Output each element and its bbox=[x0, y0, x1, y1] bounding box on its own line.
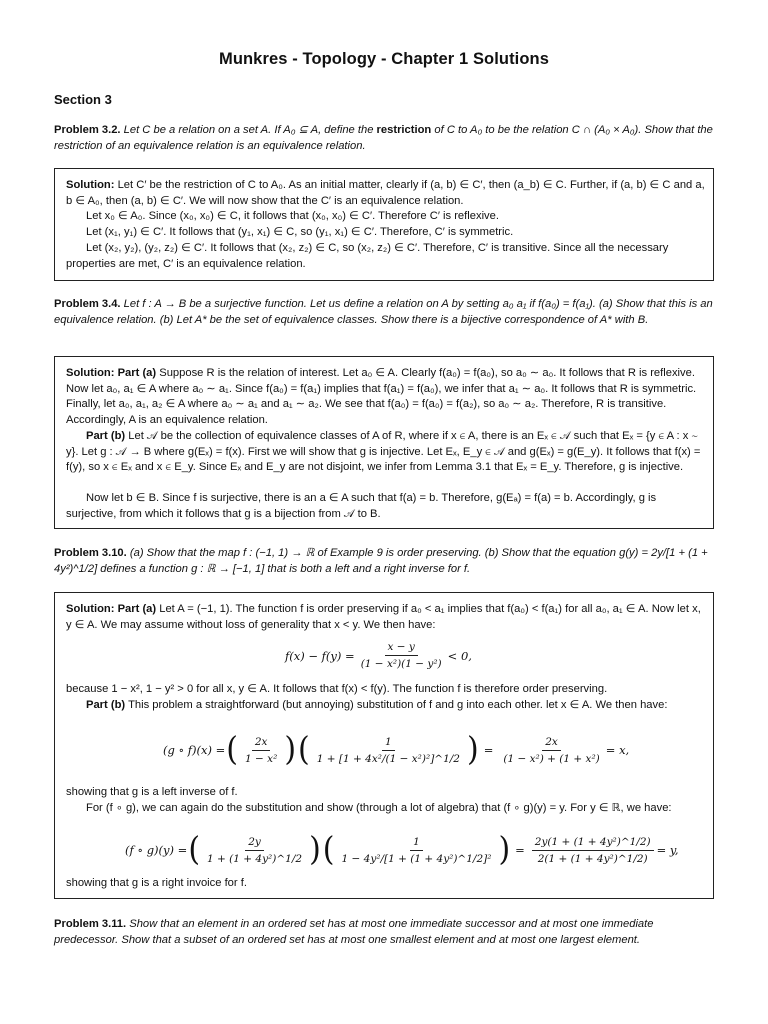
fraction bbox=[339, 836, 495, 865]
solution-box-3-10 bbox=[54, 592, 714, 899]
fraction-denominator: 1 − 4y²/[1 + (1 + 4y²)^1/2]² bbox=[341, 852, 492, 865]
fraction bbox=[532, 836, 654, 865]
problem-text: Show that an element in an ordered set has at most one immediate successor and at most one immediate predecessor. Show that a subset of an ordered set has at most one smallest element and at most one largest element. bbox=[54, 918, 654, 946]
fraction-numerator: 2x bbox=[252, 736, 271, 751]
solution-text: Let 𝒜 be the collection of equivalence classes of A of R, where if x ∈ A, there is an Eₓ ∈ 𝒜 such that Eₓ = {y ∈ A : x ∼ y}. Let g : 𝒜 → B where g(Eₓ) = f(x). First we will show that g is injective. Let Eₓ, E_y ∈ 𝒜 and g(Eₓ) = g(E_y). It follows that f(x) = f(y), so x ∈ Eₓ and x ∈ E_y. Since Eₓ and E_y are not disjoint, we infer from Lemma 3.1 that Eₓ = E_y. Therefore, g is injective. bbox=[66, 430, 701, 474]
solution-paragraph: because 1 − x², 1 − y² > 0 for all x, y ∈ A. It follows that f(x) < f(y). The function f is therefore order preserving. bbox=[66, 683, 608, 695]
right-paren: ) bbox=[466, 730, 479, 769]
right-paren: ) bbox=[309, 830, 321, 869]
equation-right-inverse bbox=[125, 830, 679, 869]
fraction bbox=[242, 736, 280, 765]
problem-text: (a) Show that the map f : (−1, 1) → ℝ of Example 9 is order preserving. (b) Show that the equation g(y) = 2y/[1 + (1 + 4y²)^1/2] defines a function g : ℝ → [−1, 1] that is both a left and a right inverse for f. bbox=[54, 547, 708, 575]
problem-text: Let C be a relation on a set A. If A₀ ⊆ A, define the bbox=[123, 124, 374, 136]
document-title: Munkres - Topology - Chapter 1 Solutions bbox=[218, 50, 550, 68]
fraction-numerator: x − y bbox=[385, 641, 418, 656]
part-label: Part (b) bbox=[86, 430, 126, 442]
fraction-denominator: (1 − x²)(1 − y²) bbox=[360, 658, 442, 670]
problem-bold-term: restriction bbox=[376, 124, 432, 136]
fraction-numerator: 2y(1 + (1 + 4y²)^1/2) bbox=[532, 836, 654, 851]
problem-label: Problem 3.4. bbox=[54, 298, 121, 310]
equation-left-inverse bbox=[163, 730, 630, 769]
equation-rhs: = x, bbox=[605, 743, 630, 757]
left-paren: ( bbox=[298, 730, 310, 769]
problem-3-2-statement bbox=[54, 122, 716, 154]
problem-3-10-statement bbox=[54, 545, 716, 577]
problem-label: Problem 3.11. bbox=[54, 918, 127, 930]
problem-label: Problem 3.2. bbox=[54, 124, 121, 136]
solution-paragraph: Let (x₂, y₂), (y₂, z₂) ∈ C′. It follows that (x₂, z₂) ∈ C, so (x₂, z₂) ∈ C′. Therefore, C′ is transitive. Since all the necessary properties are met, C′ is an equivalence relation. bbox=[66, 242, 669, 270]
equation-order-preserving bbox=[285, 641, 472, 670]
solution-paragraph: Let (x₁, y₁) ∈ C′. It follows that (y₁, x₁) ∈ C, so (y₁, x₁) ∈ C′. Therefore, C′ is symmetric. bbox=[86, 226, 514, 238]
fraction bbox=[314, 736, 463, 765]
solution-paragraph bbox=[66, 698, 706, 714]
section-heading: Section 3 bbox=[54, 92, 112, 107]
fraction-denominator: 2(1 + (1 + 4y²)^1/2) bbox=[537, 852, 648, 865]
solution-text: Let A = (−1, 1). The function f is order preserving if a₀ < a₁ implies that f(a₀) < f(a₁) for all a₀, a₁ ∈ A. Now let x, y ∈ A. We may assume without loss of generality that x < y. We then have: bbox=[66, 603, 701, 631]
solution-paragraph bbox=[66, 429, 706, 476]
fraction-numerator: 1 bbox=[410, 836, 423, 851]
left-paren: ( bbox=[188, 830, 201, 869]
solution-paragraph bbox=[66, 178, 706, 209]
solution-label: Solution: bbox=[66, 603, 115, 615]
part-label: Part (a) bbox=[117, 603, 157, 615]
solution-paragraph: For (f ∘ g), we can again do the substitution and show (through a lot of algebra) that (f ∘ g)(y) = y. For y ∈ ℝ, we have: bbox=[86, 802, 672, 814]
left-paren: ( bbox=[322, 830, 335, 869]
part-label: Part (a) bbox=[117, 367, 157, 379]
solution-paragraph: Now let b ∈ B. Since f is surjective, there is an a ∈ A such that f(a) = b. Therefore, g(Eₐ) = f(a) = b. Accordingly, g is surjective, from which it follows that g is a bijection from 𝒜 to B. bbox=[66, 492, 657, 520]
solution-text: Suppose R is the relation of interest. Let a₀ ∈ A. Clearly f(a₀) = f(a₀), so a₀ ∼ a₀. It follows that R is reflexive. Now let a₀, a₁ ∈ A where a₀ ∼ a₁. Since f(a₀) = f(a₁) implies that f(a₁) = f(a₀), we infer that a₁ ∼ a₀. It follows that R is symmetric. Finally, let a₀, a₁, a₂ ∈ A where a₀ ∼ a₁ and a₁ ∼ a₂. We see that f(a₀) = f(a₀) = f(a₂), so a₀ ∼ a₂. Therefore, R is transitive. Accordingly, A is an equivalence relation. bbox=[66, 367, 697, 426]
fraction-numerator: 2x bbox=[542, 736, 561, 751]
problem-3-11-statement bbox=[54, 916, 716, 948]
equation-rhs: < 0, bbox=[447, 648, 472, 663]
equals-sign: = bbox=[515, 843, 525, 857]
solution-paragraph bbox=[66, 366, 706, 428]
solution-paragraph: Let x₀ ∈ A₀. Since (x₀, x₀) ∈ C, it follows that (x₀, x₀) ∈ C′. Therefore C′ is reflexive. bbox=[86, 210, 499, 222]
problem-text: of C to A₀ to be the relation C ∩ (A₀ × A₀). Show that the restriction of an equivalence relation is an equivalence relation. bbox=[54, 124, 713, 152]
equation-lhs: f(x) − f(y) = bbox=[285, 648, 355, 663]
fraction-numerator: 2y bbox=[245, 836, 264, 851]
equals-sign: = bbox=[483, 743, 494, 757]
solution-paragraph bbox=[66, 602, 706, 633]
equation-lhs: (f ∘ g)(y) = bbox=[125, 843, 188, 857]
solution-paragraph: showing that g is a right invoice for f. bbox=[66, 877, 247, 889]
fraction bbox=[500, 736, 602, 765]
problem-3-4-statement bbox=[54, 296, 716, 328]
fraction-denominator: 1 + (1 + 4y²)^1/2 bbox=[207, 852, 303, 865]
solution-text: This problem a straightforward (but annoying) substitution of f and g into each other. let x ∈ A. We then have: bbox=[128, 699, 668, 711]
right-paren: ) bbox=[498, 830, 511, 869]
fraction-denominator: 1 + [1 + 4x²/(1 − x²)²]^1/2 bbox=[316, 752, 460, 765]
solution-label: Solution: bbox=[66, 179, 115, 191]
solution-label: Solution: bbox=[66, 367, 115, 379]
left-paren: ( bbox=[226, 730, 239, 769]
equation-rhs: = y, bbox=[656, 843, 679, 857]
problem-text: Let f : A → B be a surjective function. Let us define a relation on A by setting a₀ a₁ if f(a₀) = f(a₁). (a) Show that this is an equivalence relation. (b) Let A* be the set of equivalence classes. Show there is a bijective correspondence of A* with B. bbox=[54, 298, 713, 326]
solution-box-3-4 bbox=[54, 356, 714, 529]
problem-label: Problem 3.10. bbox=[54, 547, 127, 559]
equation-lhs: (g ∘ f)(x) = bbox=[163, 743, 226, 757]
solution-paragraph: showing that g is a left inverse of f. bbox=[66, 786, 238, 798]
fraction-numerator: 1 bbox=[382, 736, 395, 751]
part-label: Part (b) bbox=[86, 699, 126, 711]
fraction-denominator: (1 − x²) + (1 + x²) bbox=[503, 752, 600, 765]
fraction bbox=[204, 836, 305, 865]
solution-text: Let C′ be the restriction of C to A₀. As an initial matter, clearly if (a, b) ∈ C′, then (a_b) ∈ C. Further, if (a, b) ∈ C and a, b ∈ A₀, then (a, b) ∈ C′. We will now show that the C′ is an equivalence relation. bbox=[66, 179, 705, 207]
fraction-denominator: 1 − x² bbox=[245, 752, 278, 765]
right-paren: ) bbox=[284, 730, 297, 769]
solution-box-3-2 bbox=[54, 168, 714, 281]
fraction bbox=[358, 641, 445, 670]
